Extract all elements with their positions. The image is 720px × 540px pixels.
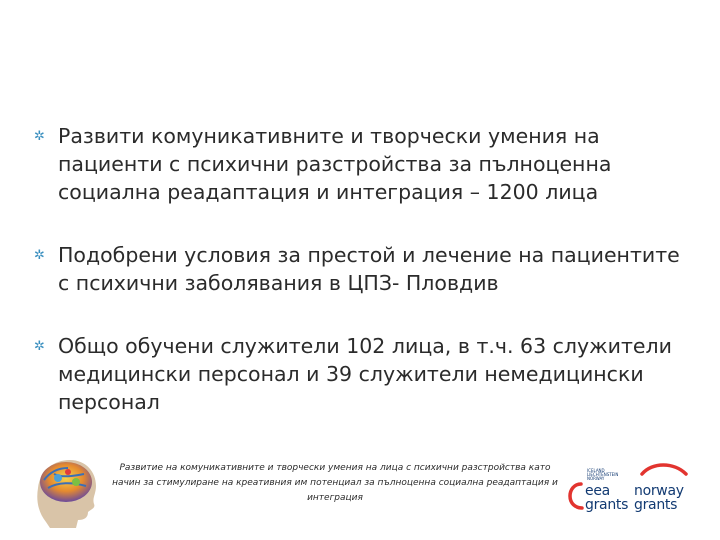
- bullet-text: Развити комуникативните и творчески умения на пациенти с психични разстройства за пълноценна социална реадаптация и интеграция – 1200 лица: [58, 124, 612, 204]
- star-bullet-icon: ✲: [34, 248, 45, 263]
- bullet-list: [34, 122, 694, 416]
- eea-line1: eea: [585, 483, 610, 499]
- bullet-item: [34, 122, 694, 206]
- brain-head-icon: [28, 452, 102, 530]
- eea-grants-logo: [565, 460, 627, 518]
- bullet-item: [34, 241, 694, 297]
- bullet-text: Подобрени условия за престой и лечение на пациентите с психични заболявания в ЦПЗ- Пловдив: [58, 243, 680, 295]
- bullet-item: [34, 332, 694, 416]
- norway-grants-logo: [634, 460, 694, 518]
- norway-arc-icon: [634, 460, 694, 480]
- norway-line2: grants: [634, 497, 678, 513]
- star-bullet-icon: ✲: [34, 339, 45, 354]
- project-caption: Развитие на комуникативните и творчески умения на лица с психични разстройства като начин за стимулиране на креативния им потенциал за пълноценна социална реадаптация и интеграция: [112, 463, 558, 503]
- eea-small-text: ICELAND LIECHTENSTEIN NORWAY: [587, 468, 619, 481]
- footer: [0, 448, 720, 540]
- norway-line1: norway: [634, 483, 684, 499]
- bullet-text: Общо обучени служители 102 лица, в т.ч. 63 служители медицински персонал и 39 служители немедицински персонал: [58, 334, 672, 414]
- eea-line2: grants: [585, 497, 629, 513]
- star-bullet-icon: ✲: [34, 129, 45, 144]
